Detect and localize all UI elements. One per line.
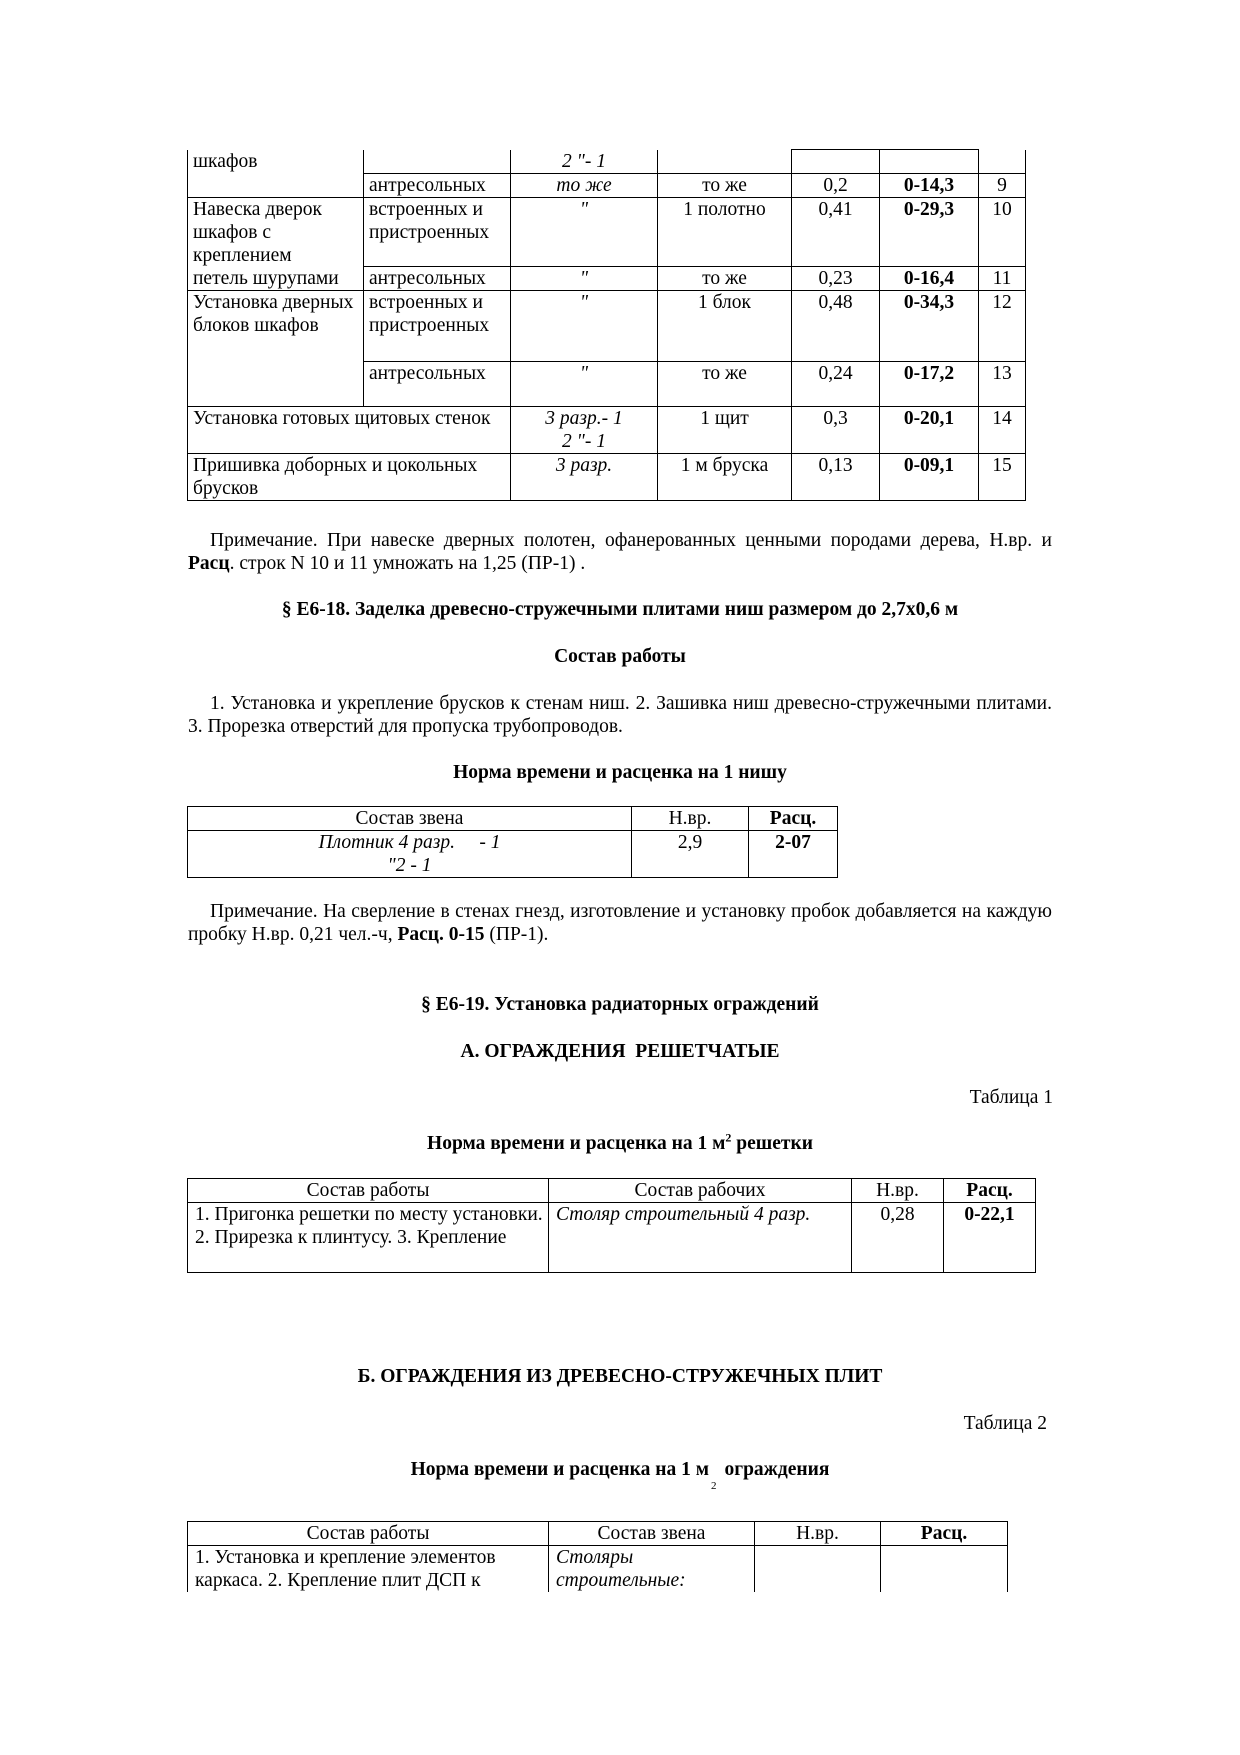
header-work: Состав работы xyxy=(188,1522,549,1546)
header-workers: Состав рабочих xyxy=(549,1179,852,1203)
cell-nvr: 0,13 xyxy=(792,454,880,501)
cell-work: 1. Пригонка решетки по месту установки. 2. Прирезка к плинтусу. 3. Крепление xyxy=(188,1203,549,1273)
cell-unit: 1 щит xyxy=(658,407,792,454)
note-text: (ПР-1). xyxy=(484,924,549,945)
header-nvr: Н.вр. xyxy=(852,1179,944,1203)
table-row xyxy=(188,1546,1008,1593)
cell-type: встроенных и пристроенных xyxy=(364,291,511,362)
cell-nvr: 0,2 xyxy=(792,173,880,197)
section-title: § Е6-18. Заделка древесно-стружечными плитами ниш размером до 2,7х0,6 м xyxy=(281,599,959,620)
header-nvr: Н.вр. xyxy=(755,1522,881,1546)
note-text: Примечание. На сверление в стенах гнезд, изготовление и установку пробок добавляется на каждую пробку Н.вр. 0,21 чел.-ч, xyxy=(188,901,1052,945)
cell-nvr: 0,24 xyxy=(792,362,880,407)
norm-table-1 xyxy=(187,1178,1036,1273)
table-header-row xyxy=(188,1522,1008,1546)
composition-text: 1. Установка и укрепление брусков к стенам ниш. 2. Зашивка ниш древесно-стружечными плитами. 3. Прорезка отверстий для пропуска трубопроводов. xyxy=(188,693,1052,737)
cell-num xyxy=(979,150,1026,174)
cell-crew: 3 разр. xyxy=(511,454,658,501)
cell-crew: 2 "- 1 xyxy=(511,150,658,174)
table-row xyxy=(188,1203,1036,1273)
table-row xyxy=(188,267,1026,291)
cell-type: антресольных xyxy=(364,173,511,197)
cell-crew: " xyxy=(511,291,658,362)
cell-work: Установка готовых щитовых стенок xyxy=(188,407,511,454)
norm-table-niche xyxy=(187,806,838,878)
table-label: Таблица 1 xyxy=(969,1087,1053,1108)
cell-unit xyxy=(658,150,792,174)
crew-line: Плотник 4 разр. - 1 xyxy=(318,832,501,853)
cell-type: антресольных xyxy=(364,267,511,291)
note-paragraph xyxy=(188,529,1052,575)
cell-work: Установка дверных блоков шкафов xyxy=(188,291,364,362)
norm-title xyxy=(188,1458,1052,1492)
cell-unit: то же xyxy=(658,362,792,407)
cell-rasc: 0-09,1 xyxy=(880,454,979,501)
cell-rasc: 0-20,1 xyxy=(880,407,979,454)
cell-nvr: 2,9 xyxy=(632,831,749,878)
table-row xyxy=(188,150,1026,174)
cell-nvr: 0,28 xyxy=(852,1203,944,1273)
header-nvr: Н.вр. xyxy=(632,807,749,831)
cell-num: 12 xyxy=(979,291,1026,362)
cell-nvr: 0,23 xyxy=(792,267,880,291)
cell-nvr xyxy=(792,150,880,174)
norm-title-sub: 2 xyxy=(710,1480,717,1492)
cell-rasc: 0-34,3 xyxy=(880,291,979,362)
cell-work: шкафов xyxy=(188,150,364,174)
header-rasc: Расц. xyxy=(944,1179,1036,1203)
cell-num: 14 xyxy=(979,407,1026,454)
cell-nvr: 0,48 xyxy=(792,291,880,362)
cell-rasc xyxy=(881,1546,1008,1593)
norm-title-text: решетки xyxy=(731,1133,813,1154)
table-header-row xyxy=(188,1179,1036,1203)
subsection-title-a: А. ОГРАЖДЕНИЯ РЕШЕТЧАТЫЕ xyxy=(460,1041,780,1062)
cell-work xyxy=(188,362,364,407)
table-row xyxy=(188,454,1026,501)
table-row xyxy=(188,362,1026,407)
cell-unit: 1 блок xyxy=(658,291,792,362)
cell-work: Навеска дверок шкафов с креплением xyxy=(188,197,364,267)
cell-num: 13 xyxy=(979,362,1026,407)
cell-nvr: 0,41 xyxy=(792,197,880,267)
norm-title xyxy=(188,1132,1052,1155)
header-crew: Состав звена xyxy=(188,807,632,831)
crew-line: 3 разр.- 1 xyxy=(545,408,623,429)
table-row xyxy=(188,197,1026,267)
cell-unit: то же xyxy=(658,267,792,291)
norm-title: Норма времени и расценка на 1 нишу xyxy=(453,762,787,783)
table-label: Таблица 2 xyxy=(963,1413,1047,1434)
cell-type xyxy=(364,150,511,174)
cell-crew: " xyxy=(511,267,658,291)
table-header-row xyxy=(188,807,838,831)
header-crew: Состав звена xyxy=(549,1522,755,1546)
cell-type: встроенных и пристроенных xyxy=(364,197,511,267)
cell-crew: " xyxy=(511,362,658,407)
cell-rasc: 0-17,2 xyxy=(880,362,979,407)
cell-crew: Столяры строительные: xyxy=(549,1546,755,1593)
cell-nvr xyxy=(755,1546,881,1593)
cell-crew xyxy=(188,831,632,878)
table-row xyxy=(188,407,1026,454)
cell-num: 11 xyxy=(979,267,1026,291)
norm-table-2 xyxy=(187,1521,1008,1592)
norm-title-text: Норма времени и расценка на 1 м xyxy=(410,1459,709,1480)
note-bold: Расц. 0-15 xyxy=(397,924,485,945)
cell-rasc: 2-07 xyxy=(749,831,838,878)
table-row xyxy=(188,291,1026,362)
cell-crew xyxy=(511,407,658,454)
cell-num: 15 xyxy=(979,454,1026,501)
crew-line: "2 - 1 xyxy=(387,855,432,876)
cell-rasc: 0-16,4 xyxy=(880,267,979,291)
subsection-title-b: Б. ОГРАЖДЕНИЯ ИЗ ДРЕВЕСНО-СТРУЖЕЧНЫХ ПЛИТ xyxy=(357,1366,883,1387)
cell-rasc xyxy=(880,150,979,174)
cell-num: 10 xyxy=(979,197,1026,267)
note-paragraph xyxy=(188,900,1052,946)
cell-rasc: 0-22,1 xyxy=(944,1203,1036,1273)
cell-rasc: 0-14,3 xyxy=(880,173,979,197)
norm-title-text: ограждения xyxy=(724,1459,830,1480)
cell-type: антресольных xyxy=(364,362,511,407)
section-title: § Е6-19. Установка радиаторных ограждений xyxy=(421,994,819,1015)
cell-crew: " xyxy=(511,197,658,267)
table-row xyxy=(188,831,838,878)
crew-line: 2 "- 1 xyxy=(562,431,606,452)
cell-rasc: 0-29,3 xyxy=(880,197,979,267)
header-work: Состав работы xyxy=(188,1179,549,1203)
table-row xyxy=(188,173,1026,197)
cell-unit: то же xyxy=(658,173,792,197)
note-text: . строк N 10 и 11 умножать на 1,25 (ПР-1) . xyxy=(229,553,586,574)
note-bold: Расц xyxy=(188,553,230,574)
cell-work: 1. Установка и крепление элементов каркаса. 2. Крепление плит ДСП к xyxy=(188,1546,549,1593)
cell-unit: 1 м бруска xyxy=(658,454,792,501)
cell-work: петель шурупами xyxy=(188,267,364,291)
header-rasc: Расц. xyxy=(749,807,838,831)
composition-title: Состав работы xyxy=(554,646,686,667)
cell-crew: то же xyxy=(511,173,658,197)
header-rasc: Расц. xyxy=(881,1522,1008,1546)
cell-work xyxy=(188,173,364,197)
norm-title-text: Норма времени и расценка на 1 м xyxy=(427,1133,726,1154)
cell-num: 9 xyxy=(979,173,1026,197)
cell-work: Пришивка доборных и цокольных брусков xyxy=(188,454,511,501)
norms-table-continued xyxy=(187,149,1026,501)
cell-nvr: 0,3 xyxy=(792,407,880,454)
cell-unit: 1 полотно xyxy=(658,197,792,267)
cell-workers: Столяр строительный 4 разр. xyxy=(549,1203,852,1273)
note-text: Примечание. При навеске дверных полотен, офанерованных ценными породами дерева, Н.вр. и xyxy=(210,530,1052,551)
norm-title-sup: 2 xyxy=(725,1130,732,1145)
